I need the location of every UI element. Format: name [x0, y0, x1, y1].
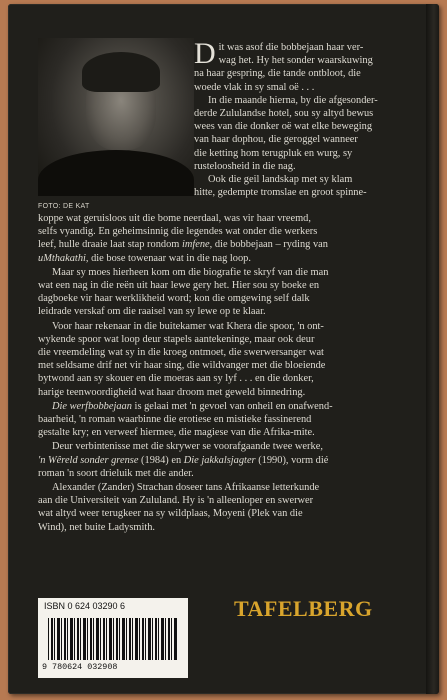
p7-line-1: Deur verbintenisse met die skrywer se voorafgaande twee werke, — [52, 441, 323, 453]
title-werfbobbejaan: Die werfbobbejaan — [52, 400, 132, 412]
p7-year-1: (1984) en — [138, 454, 184, 466]
publisher-logo: TAFELBERG — [234, 596, 373, 621]
p8-line-1: Alexander (Zander) Strachan doseer tans Afrikaanse letterkunde — [52, 482, 320, 494]
blurb-intro — [194, 37, 412, 199]
p3-line-2: hitte, gedempte tromslae en groot spinne- — [194, 187, 367, 199]
p2-line-6: rusteloosheid in die nag. — [194, 160, 296, 172]
paragraph-2 — [194, 94, 412, 173]
p3-line-5a: leef, hulle draaie laat stap rondom — [38, 239, 182, 251]
p5-line-2: wykende spoor wat loop deur stapels aantekeninge, maar ook deur — [38, 333, 315, 345]
p6-line-2: baarheid, 'n roman waarbinne die erotiese en mistieke fassinerend — [38, 414, 312, 426]
p5-line-5: bytwond aan sy skouer en die moeras aan sy lyf . . . en die donker, — [38, 373, 314, 385]
barcode-label — [38, 598, 188, 678]
author-photo-hair — [82, 52, 160, 92]
paragraph-8 — [38, 481, 416, 534]
p6-line-3: gestalte kry; en verweef hiermee, die magiese van die Afrika-mite. — [38, 427, 315, 439]
p3-imfene: imfene — [181, 239, 210, 251]
p2-line-5: die ketting hom terugpluk en wurg, sy — [194, 147, 353, 159]
p2-line-2: derde Zululandse hotel, sou sy altyd bewus — [194, 108, 374, 120]
intro-line-2: wag het. Hy het sonder waarskuwing — [218, 55, 373, 67]
p5-line-3: die vreemdeling wat sy in die kroeg ontmoet, die swerwersanger wat — [38, 347, 324, 359]
barcode-number: 9 780624 032908 — [42, 662, 118, 672]
title-wereld-sonder-grense: 'n Wêreld sonder grense — [38, 454, 139, 466]
title-jakkalsjagter: Die jakkalsjagter — [183, 454, 256, 466]
paragraph-3-start — [194, 173, 412, 199]
p7-line-3: roman 'n soort drieluik met die ander. — [38, 467, 194, 479]
barcode — [48, 618, 178, 660]
p3-line-1: Ook die geil landskap met sy klam — [208, 174, 353, 186]
photo-credit: FOTO: DE KAT — [38, 203, 90, 210]
paragraph-4 — [38, 266, 416, 319]
p2-line-1: In die maande hierna, by die afgesonder- — [208, 94, 378, 106]
p3-line-5b: , die bobbejaan – ryding van — [209, 239, 328, 251]
paragraph-6 — [38, 400, 416, 440]
p8-line-3: wat altyd weer terugkeer na sy wildplaas, Moyeni (Plek van die — [38, 508, 303, 520]
p4-line-1: Maar sy moes hierheen kom om die biografie te skryf van die man — [52, 266, 329, 278]
p4-line-2: wat een nag in die reën uit haar lewe gery het. Hier sou sy boeke en — [38, 280, 320, 292]
intro-line-3: na haar gespring, die tande ontbloot, die — [194, 68, 361, 80]
intro-line-4: woede vlak in sy smal oë . . . — [194, 81, 315, 93]
p3-line-6: , die bose towenaar wat in die nag loop. — [85, 252, 251, 264]
p7-year-2: (1990), vorm dié — [255, 454, 329, 466]
p3-line-4: selfs vyandig. En geheimsinnig die legendes wat onder die werkers — [38, 226, 318, 238]
book-back-cover — [8, 4, 439, 694]
author-photo-shoulders — [38, 150, 194, 196]
blurb-main — [38, 212, 416, 534]
isbn: ISBN 0 624 03290 6 — [44, 601, 126, 611]
p5-line-1: Voor haar rekenaar in die buitekamer wat Khera die spoor, 'n ont- — [52, 320, 324, 332]
author-photo — [38, 38, 194, 196]
drop-cap: D — [194, 37, 216, 70]
paragraph-7 — [38, 440, 416, 480]
p3-umthakathi: uMthakathi — [38, 252, 86, 264]
p4-line-4: leidrade verskaf om die raaisel van sy lewe op te klaar. — [38, 306, 266, 318]
intro-line-1: it was asof die bobbejaan haar ver- — [218, 42, 364, 53]
p4-line-3: dagboeke vir haar werklikheid word; kon die omgewing self dalk — [38, 293, 310, 305]
p2-line-3: wees van die donker oë wat elke beweging — [194, 121, 373, 133]
p8-line-4: Wind), net buite Ladysmith. — [38, 521, 156, 533]
p5-line-4: met seldsame drif net vir haar sing, die wildvanger met die bloeiende — [38, 360, 326, 372]
p8-line-2: aan die Universiteit van Zululand. Hy is 'n alleenloper en swerwer — [38, 495, 314, 507]
p5-line-6: harige teenwoordigheid wat haar droom met geweld binnedring. — [38, 386, 306, 398]
p3-line-3: koppe wat geruisloos uit die bome neerdaal, was vir haar vreemd, — [38, 213, 311, 224]
p2-line-4: van haar dophou, die geroggel wanneer — [194, 134, 358, 146]
paragraph-3-continued — [38, 212, 416, 265]
p6-line-1: is gelaai met 'n gevoel van onheil en onafwend- — [131, 400, 333, 412]
spine-edge — [426, 4, 439, 694]
intro-paragraph — [194, 37, 412, 94]
paragraph-5 — [38, 320, 416, 399]
